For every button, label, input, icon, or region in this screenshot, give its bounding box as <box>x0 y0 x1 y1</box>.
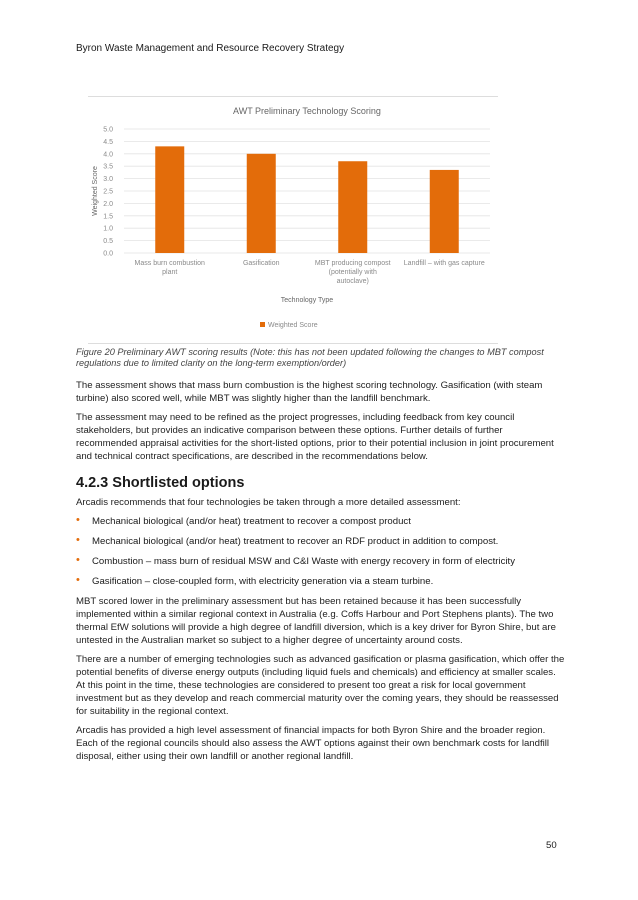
list-item-text: Combustion – mass burn of residual MSW and C&I Waste with energy recovery in form of electricity <box>92 556 515 567</box>
running-header: Byron Waste Management and Resource Recovery Strategy <box>76 43 345 54</box>
bar <box>155 146 184 253</box>
list-item-text: Mechanical biological (and/or heat) treatment to recover an RDF product in addition to compost. <box>92 536 499 547</box>
section-intro: Arcadis recommends that four technologies be taken through a more detailed assessment: <box>76 497 461 508</box>
list-item <box>76 535 566 548</box>
y-tick-label: 1.5 <box>103 213 113 221</box>
list-item <box>76 515 566 528</box>
paragraph: MBT scored lower in the preliminary assessment but has been retained because it has been successfully implemented within a similar regional context in Australia (e.g. Coffs Harbour and Port Stephens plants). The two thermal EfW solutions will provide a high degree of landfill diversion, which is a key driver for Byron Shire, but are untested in the Australian market so subject to a higher degree of uncertainty around costs. <box>76 596 556 646</box>
paragraph: The assessment may need to be refined as the project progresses, including feedback from key council stakeholders, but provides an indicative comparison between these options. Further details of further recommended appraisal activities for the short-listed options, prior to their potential inclusion in joint procurement and technical contract specifications, are described in the recommendations below. <box>76 412 554 462</box>
chart-title: AWT Preliminary Technology Scoring <box>233 106 381 116</box>
x-tick-label: Mass burn combustion <box>134 260 205 267</box>
y-axis-label: Weighted Score <box>92 166 99 216</box>
paragraph: Arcadis has provided a high level assessment of financial impacts for both Byron Shire and the broader region. Each of the regional councils should also assess the AWT options against their own benchmark costs for landfill disposal, either using their own landfill or another regional landfill. <box>76 725 550 762</box>
x-axis-label: Technology Type <box>280 297 334 304</box>
shortlist <box>76 515 566 588</box>
y-tick-label: 4.5 <box>103 138 113 146</box>
x-tick-label: plant <box>162 269 178 276</box>
x-tick-label: autoclave) <box>336 278 369 285</box>
legend-label: Weighted Score <box>268 322 318 329</box>
x-tick-label: Gasification <box>242 260 280 267</box>
y-tick-label: 3.5 <box>103 163 113 171</box>
page-number: 50 <box>546 840 557 851</box>
x-tick-label: (potentially with <box>328 269 377 276</box>
y-tick-label: 0.0 <box>103 250 113 258</box>
x-tick-label: MBT producing compost <box>314 260 391 267</box>
y-tick-label: 3.0 <box>103 176 113 184</box>
list-item <box>76 575 566 588</box>
paragraph: The assessment shows that mass burn combustion is the highest scoring technology. Gasification (with steam turbine) also scored well, while MBT was slightly higher than the landfill benchmark. <box>76 380 543 404</box>
list-item <box>76 555 566 568</box>
bullet-icon: • <box>76 574 80 586</box>
list-item-text: Mechanical biological (and/or heat) treatment to recover a compost product <box>92 516 411 527</box>
body-text <box>76 379 566 769</box>
section-heading: 4.2.3 Shortlisted options <box>76 475 245 491</box>
awt-scoring-chart <box>88 96 498 344</box>
y-tick-label: 2.0 <box>103 200 113 208</box>
bullet-icon: • <box>76 534 80 546</box>
bar <box>247 154 276 253</box>
bullet-icon: • <box>76 514 80 526</box>
x-tick-label: Landfill – with gas capture <box>403 260 485 267</box>
y-tick-label: 1.0 <box>103 225 113 233</box>
figure-caption: Figure 20 Preliminary AWT scoring results (Note: this has not been updated following the changes to MBT compost regulations due to limited clarity on the long-term exemption/order) <box>76 347 544 368</box>
bar <box>430 170 459 253</box>
legend-swatch <box>260 322 265 327</box>
y-tick-label: 5.0 <box>103 126 113 134</box>
list-item-text: Gasification – close-coupled form, with electricity generation via a steam turbine. <box>92 576 434 587</box>
y-tick-label: 0.5 <box>103 238 113 246</box>
y-tick-label: 4.0 <box>103 151 113 159</box>
bullet-icon: • <box>76 554 80 566</box>
y-tick-label: 2.5 <box>103 188 113 196</box>
paragraph: There are a number of emerging technologies such as advanced gasification or plasma gasification, which offer the potential benefits of diverse energy outputs (including liquid fuels and chemicals) and efficiency at smaller scales. At this point in the time, these technologies are considered to present too great a risk for local government investment but as they develop and reach commercial maturity over the coming years, they should be reassessed for suitability in the regional context. <box>76 654 565 717</box>
bar <box>338 161 367 253</box>
chart-canvas <box>88 96 498 344</box>
